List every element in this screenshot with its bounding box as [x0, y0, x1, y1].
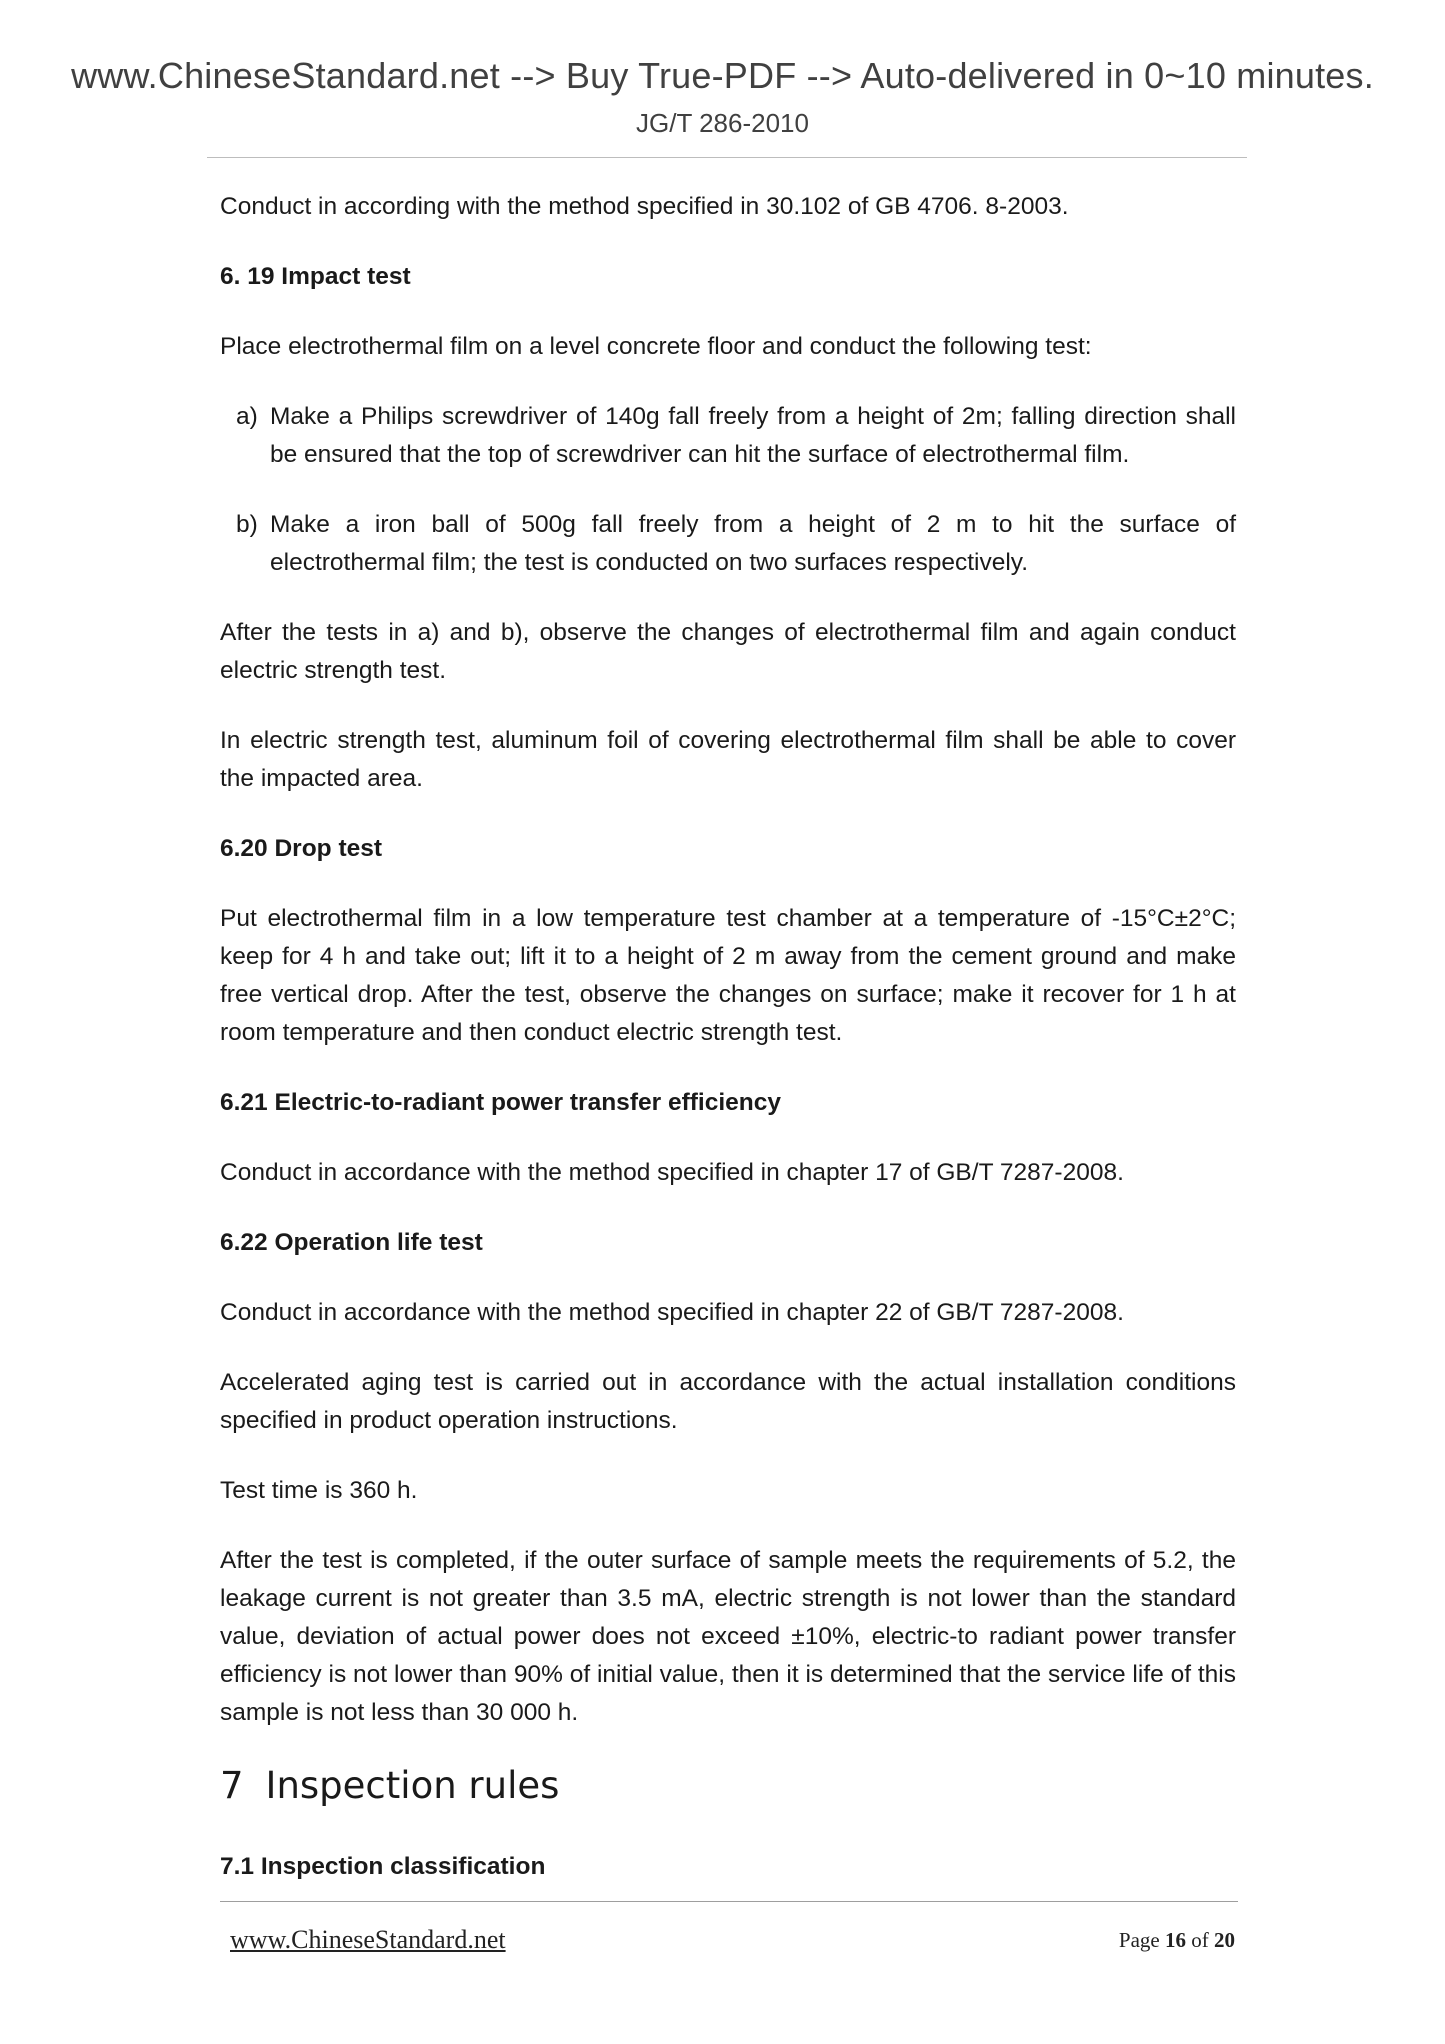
section-6-20-heading: 6.20 Drop test	[220, 835, 383, 862]
page-current: 16	[1165, 1928, 1186, 1952]
header-banner: www.ChineseStandard.net --> Buy True-PDF --> Auto-delivered in 0~10 minutes.	[71, 55, 1374, 96]
section-6-22-paragraph-1: Conduct in accordance with the method specified in chapter 22 of GB/T 7287-2008.	[220, 1299, 1124, 1326]
section-6-22-paragraph-4: After the test is completed, if the outer surface of sample meets the requirements of 5.2, the leakage current is not greater than 3.5 mA, electric strength is not lower than the standard value, deviation of actual power does not exceed ±10%, electric-to radiant power transfer efficiency is not lower than 90% of initial value, then it is determined that the service life of this sample is not less than 30 000 h.	[220, 1547, 1236, 1726]
section-6-22-heading: 6.22 Operation life test	[220, 1229, 483, 1256]
page-of: of	[1191, 1928, 1209, 1952]
section-6-19-paragraph-3: In electric strength test, aluminum foil of covering electrothermal film shall be able to cover the impacted area.	[220, 727, 1236, 792]
list-marker-b: b)	[236, 511, 258, 538]
list-marker-a: a)	[236, 403, 258, 430]
page-word: Page	[1118, 1928, 1160, 1952]
list-item-b	[236, 506, 1236, 582]
section-6-21-heading: 6.21 Electric-to-radiant power transfer efficiency	[220, 1089, 781, 1116]
section-6-20-paragraph: Put electrothermal film in a low temperature test chamber at a temperature of -15°C±2°C; keep for 4 h and take out; lift it to a height of 2 m away from the cement ground and make free vertical drop. After the test, observe the changes on surface; make it recover for 1 h at room temperature and then conduct electric strength test.	[220, 905, 1236, 1046]
page-content	[220, 188, 1236, 1918]
section-6-19-heading: 6. 19 Impact test	[220, 263, 411, 290]
footer-divider	[220, 1901, 1238, 1902]
page-indicator	[1119, 1928, 1235, 1953]
document-number: JG/T 286-2010	[636, 108, 809, 138]
section-6-19-paragraph-1: Place electrothermal film on a level concrete floor and conduct the following test:	[220, 333, 1092, 360]
section-7-1-heading: 7.1 Inspection classification	[220, 1853, 546, 1880]
section-6-22-paragraph-3: Test time is 360 h.	[220, 1477, 418, 1504]
section-6-21-paragraph: Conduct in accordance with the method specified in chapter 17 of GB/T 7287-2008.	[220, 1159, 1124, 1186]
header-divider	[207, 157, 1247, 158]
chapter-number: 7	[220, 1764, 244, 1807]
section-6-22-paragraph-2: Accelerated aging test is carried out in accordance with the actual installation conditions specified in product operation instructions.	[220, 1369, 1236, 1434]
list-text-a: Make a Philips screwdriver of 140g fall freely from a height of 2m; falling direction shall be ensured that the top of screwdriver can hit the surface of electrothermal film.	[270, 403, 1236, 468]
chapter-title: Inspection rules	[265, 1764, 560, 1807]
chapter-7-heading	[220, 1764, 1236, 1808]
footer-site-link[interactable]: www.ChineseStandard.net	[230, 1925, 506, 1954]
list-text-b: Make a iron ball of 500g fall freely from a height of 2 m to hit the surface of electrothermal film; the test is conducted on two surfaces respectively.	[270, 511, 1236, 576]
section-6-19-paragraph-2: After the tests in a) and b), observe the changes of electrothermal film and again conduct electric strength test.	[220, 619, 1236, 684]
page-total: 20	[1214, 1928, 1235, 1952]
list-item-a	[236, 398, 1236, 474]
intro-paragraph: Conduct in according with the method specified in 30.102 of GB 4706. 8-2003.	[220, 193, 1069, 220]
